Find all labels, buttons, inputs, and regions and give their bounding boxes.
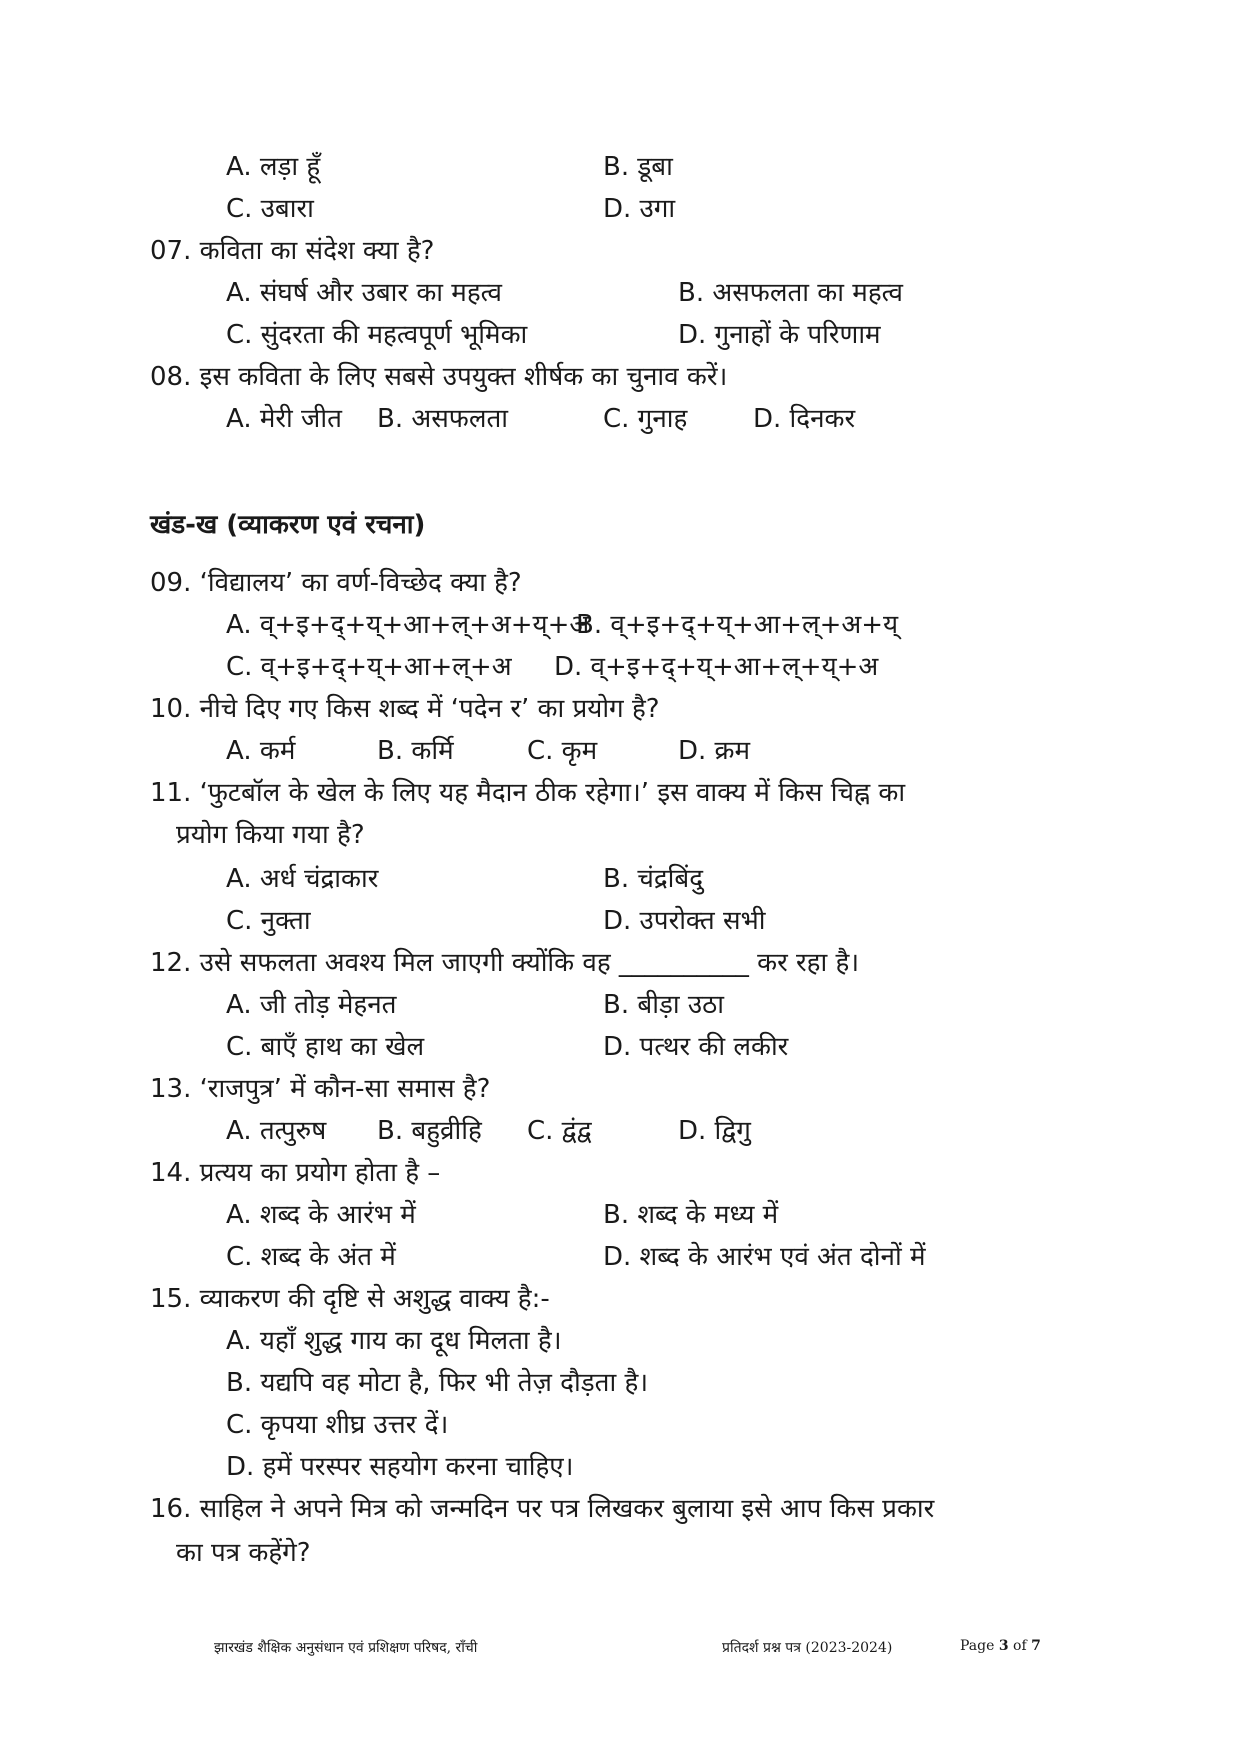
q11-question-line2: प्रयोग किया गया है? <box>176 820 365 850</box>
q12-question: 12. उसे सफलता अवश्य मिल जाएगी क्योंकि वह __________ कर रहा है। <box>150 948 860 978</box>
q09-option-c: C. व्+इ+द्+य्+आ+ल्+अ <box>226 652 512 682</box>
q15-option-a: A. यहाँ शुद्ध गाय का दूध मिलता है। <box>226 1326 562 1356</box>
q10-option-c: C. कृम <box>527 736 598 766</box>
q13-option-a: A. तत्पुरुष <box>226 1116 327 1146</box>
q16-question-line2: का पत्र कहेंगे? <box>176 1538 311 1568</box>
q07-option-b: B. असफलता का महत्व <box>678 278 903 308</box>
q10-option-d: D. क्रम <box>678 736 751 766</box>
q06-option-a: A. लड़ा हूँ <box>226 152 321 182</box>
page-of: of <box>1013 1638 1027 1654</box>
q06-option-c: C. उबारा <box>226 194 314 224</box>
q16-question-line1: 16. साहिल ने अपने मित्र को जन्मदिन पर पत्र लिखकर बुलाया इसे आप किस प्रकार <box>150 1494 935 1524</box>
q10-question: 10. नीचे दिए गए किस शब्द में ‘पदेन र’ का प्रयोग है? <box>150 694 660 724</box>
footer-page-number <box>960 1638 1041 1654</box>
q15-option-d: D. हमें परस्पर सहयोग करना चाहिए। <box>226 1452 574 1482</box>
q13-option-d: D. द्विगु <box>678 1116 751 1146</box>
page-label: Page <box>960 1638 995 1654</box>
page-current: 3 <box>998 1638 1009 1654</box>
q15-option-c: C. कृपया शीघ्र उत्तर दें। <box>226 1410 449 1440</box>
q10-option-b: B. कर्मि <box>377 736 454 766</box>
section-heading: खंड-ख (व्याकरण एवं रचना) <box>150 510 426 540</box>
q11-option-b: B. चंद्रबिंदु <box>603 864 704 894</box>
footer-paper-title: प्रतिदर्श प्रश्न पत्र (2023-2024) <box>722 1640 893 1656</box>
q08-option-a: A. मेरी जीत <box>226 404 342 434</box>
q11-question-line1: 11. ‘फुटबॉल के खेल के लिए यह मैदान ठीक रहेगा।’ इस वाक्य में किस चिह्न का <box>150 778 906 808</box>
q07-option-a: A. संघर्ष और उबार का महत्व <box>226 278 502 308</box>
q08-option-d: D. दिनकर <box>753 404 856 434</box>
q07-option-c: C. सुंदरता की महत्वपूर्ण भूमिका <box>226 320 528 350</box>
q11-option-a: A. अर्ध चंद्राकार <box>226 864 379 894</box>
q14-option-d: D. शब्द के आरंभ एवं अंत दोनों में <box>603 1242 926 1272</box>
q11-option-c: C. नुक्ता <box>226 906 311 936</box>
q09-question: 09. ‘विद्यालय’ का वर्ण-विच्छेद क्या है? <box>150 568 522 598</box>
q14-option-b: B. शब्द के मध्य में <box>603 1200 779 1230</box>
q06-option-b: B. डूबा <box>603 152 673 182</box>
q08-option-c: C. गुनाह <box>603 404 688 434</box>
q14-option-a: A. शब्द के आरंभ में <box>226 1200 416 1230</box>
q06-option-d: D. उगा <box>603 194 676 224</box>
q13-option-c: C. द्वंद्व <box>527 1116 592 1146</box>
q15-option-b: B. यद्यपि वह मोटा है, फिर भी तेज़ दौड़ता है। <box>226 1368 649 1398</box>
q14-question: 14. प्रत्यय का प्रयोग होता है – <box>150 1158 441 1188</box>
q09-option-d: D. व्+इ+द्+य्+आ+ल्+य्+अ <box>554 652 879 682</box>
q13-option-b: B. बहुव्रीहि <box>377 1116 482 1146</box>
q10-option-a: A. कर्म <box>226 736 296 766</box>
q09-option-b: B. व्+इ+द्+य्+आ+ल्+अ+य् <box>576 610 899 640</box>
q08-option-b: B. असफलता <box>377 404 509 434</box>
q11-option-d: D. उपरोक्त सभी <box>603 906 766 936</box>
q15-question: 15. व्याकरण की दृष्टि से अशुद्ध वाक्य है:- <box>150 1284 550 1314</box>
footer-institution: झारखंड शैक्षिक अनुसंधान एवं प्रशिक्षण परिषद, राँची <box>214 1640 478 1656</box>
page-total: 7 <box>1031 1638 1041 1654</box>
q12-option-c: C. बाएँ हाथ का खेल <box>226 1032 425 1062</box>
q12-option-b: B. बीड़ा उठा <box>603 990 724 1020</box>
q13-question: 13. ‘राजपुत्र’ में कौन-सा समास है? <box>150 1074 491 1104</box>
q14-option-c: C. शब्द के अंत में <box>226 1242 396 1272</box>
q07-question: 07. कविता का संदेश क्या है? <box>150 236 435 266</box>
q12-option-a: A. जी तोड़ मेहनत <box>226 990 397 1020</box>
q09-option-a: A. व्+इ+द्+य्+आ+ल्+अ+य्+अ <box>226 610 590 640</box>
q12-option-d: D. पत्थर की लकीर <box>603 1032 789 1062</box>
q08-question: 08. इस कविता के लिए सबसे उपयुक्त शीर्षक का चुनाव करें। <box>150 362 728 392</box>
q07-option-d: D. गुनाहों के परिणाम <box>678 320 881 350</box>
